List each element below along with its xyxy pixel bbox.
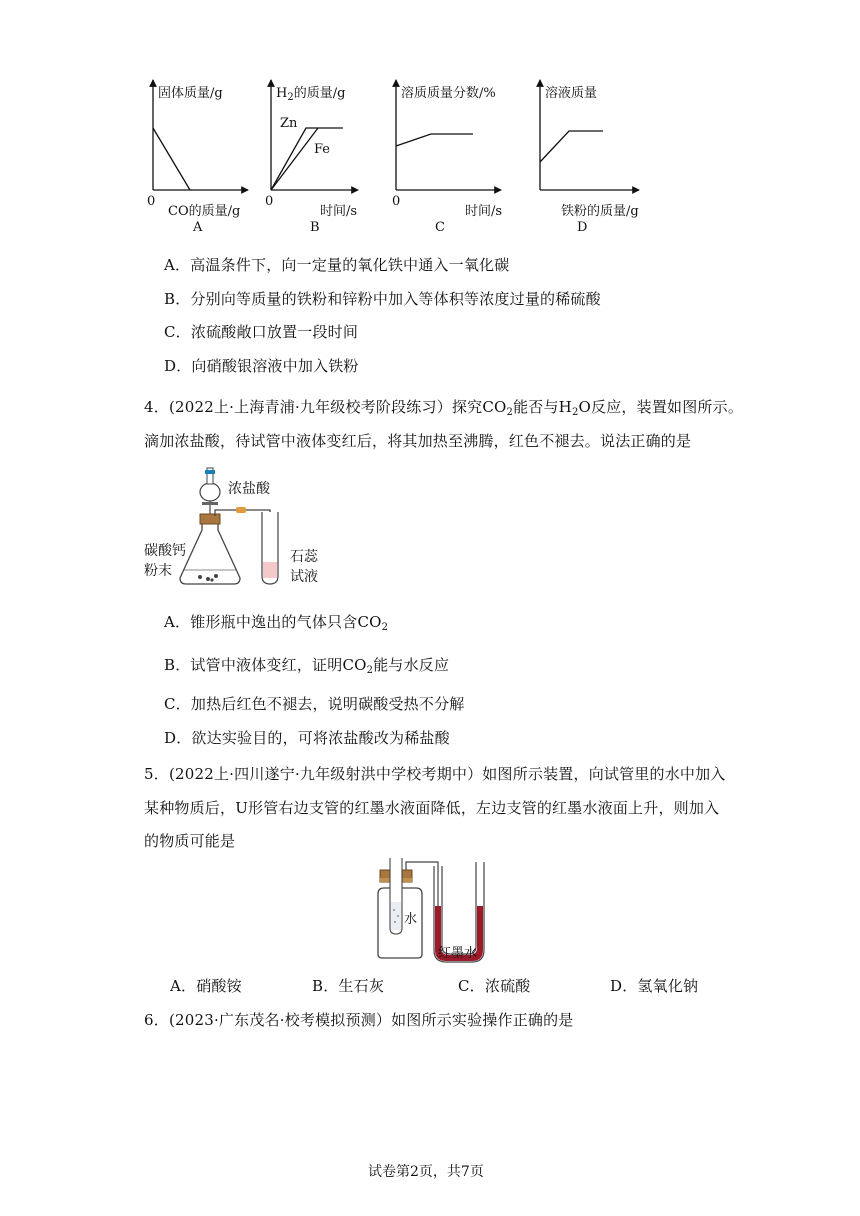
q4-stem-line2: 滴加浓盐酸，待试管中液体变红后，将其加热至沸腾，红色不褪去。说法正确的是 bbox=[144, 432, 692, 450]
graph-b-fe-label: Fe bbox=[314, 142, 331, 157]
graph-b-origin: 0 bbox=[265, 194, 274, 209]
label-caco3-2: 粉末 bbox=[144, 563, 172, 579]
q5-stem-line1: 5．(2022上·四川遂宁·九年级射洪中学校考期中）如图所示装置，向试管里的水中加入 bbox=[144, 765, 726, 783]
graph-b-zn-label: Zn bbox=[280, 116, 298, 131]
graph-c-curve bbox=[396, 134, 473, 146]
graph-d bbox=[527, 80, 647, 235]
q5-option-b: B．生石灰 bbox=[312, 977, 385, 995]
graph-c bbox=[383, 80, 513, 235]
graph-a-ylabel: 固体质量/g bbox=[158, 86, 223, 101]
q5-apparatus-figure bbox=[360, 854, 520, 966]
q4-apparatus-figure bbox=[140, 466, 340, 592]
graph-a-curve bbox=[153, 128, 190, 190]
q5-stem-line2: 某种物质后，U形管右边支管的红墨水液面降低，左边支管的红墨水液面上升，则加入 bbox=[144, 799, 720, 817]
graph-a bbox=[140, 80, 250, 235]
q4-option-b: B．试管中液体变红，证明$CO_2$能与水反应 bbox=[164, 656, 450, 676]
q4-option-a: A．锥形瓶中逸出的气体只含$CO_2$ bbox=[164, 613, 389, 633]
q3-option-c: C．浓硫酸敞口放置一段时间 bbox=[164, 323, 359, 341]
q4-option-d: D．欲达实验目的，可将浓盐酸改为稀盐酸 bbox=[164, 729, 450, 747]
page-footer: 试卷第2页，共7页 bbox=[368, 1164, 484, 1180]
q6-stem-line1: 6．(2023·广东茂名·校考模拟预测）如图所示实验操作正确的是 bbox=[144, 1011, 574, 1029]
graph-a-origin: 0 bbox=[147, 194, 156, 209]
graph-b-ylabel: $H_2$的质量/g bbox=[276, 86, 346, 103]
label-conc-hcl: 浓盐酸 bbox=[228, 481, 270, 497]
q3-option-b: B．分别向等质量的铁粉和锌粉中加入等体积等浓度过量的稀硫酸 bbox=[164, 290, 601, 308]
label-litmus-1: 石蕊 bbox=[290, 549, 318, 565]
graph-d-caption: D bbox=[577, 220, 588, 235]
graph-c-caption: C bbox=[435, 220, 445, 235]
graph-a-xlabel: CO的质量/g bbox=[168, 204, 241, 219]
graph-d-xlabel: 铁粉的质量/g bbox=[561, 204, 639, 219]
graph-a-caption: A bbox=[193, 220, 203, 235]
graph-c-ylabel: 溶质质量分数/% bbox=[401, 86, 496, 101]
graph-c-origin: 0 bbox=[392, 194, 401, 209]
label-litmus-2: 试液 bbox=[290, 569, 318, 585]
q5-option-c: C．浓硫酸 bbox=[458, 977, 531, 995]
graph-c-xlabel: 时间/s bbox=[465, 204, 503, 219]
q5-stem-line3: 的物质可能是 bbox=[144, 832, 236, 850]
label-water: 水 bbox=[404, 912, 418, 927]
q4-option-c: C．加热后红色不褪去，说明碳酸受热不分解 bbox=[164, 695, 465, 713]
graph-b-xlabel: 时间/s bbox=[320, 204, 358, 219]
q5-option-d: D．氢氧化钠 bbox=[610, 977, 699, 995]
graph-b bbox=[258, 80, 368, 235]
q4-stem-line1: 4．(2022上·上海青浦·九年级校考阶段练习）探究$CO_2$能否与$H_2O$反应，装置如图所示。 bbox=[144, 398, 744, 418]
q5-option-a: A．硝酸铵 bbox=[170, 977, 242, 995]
label-red-ink: 红墨水 bbox=[438, 946, 478, 961]
graph-d-ylabel: 溶液质量 bbox=[545, 86, 598, 101]
graph-b-zn-line bbox=[271, 128, 343, 190]
q3-option-d: D．向硝酸银溶液中加入铁粉 bbox=[164, 357, 359, 375]
q3-option-a: A．高温条件下，向一定量的氧化铁中通入一氧化碳 bbox=[164, 256, 510, 274]
graph-b-fe-line bbox=[271, 128, 318, 190]
graph-b-caption: B bbox=[310, 220, 320, 235]
graph-d-curve bbox=[540, 131, 603, 162]
label-caco3-1: 碳酸钙 bbox=[144, 543, 186, 559]
